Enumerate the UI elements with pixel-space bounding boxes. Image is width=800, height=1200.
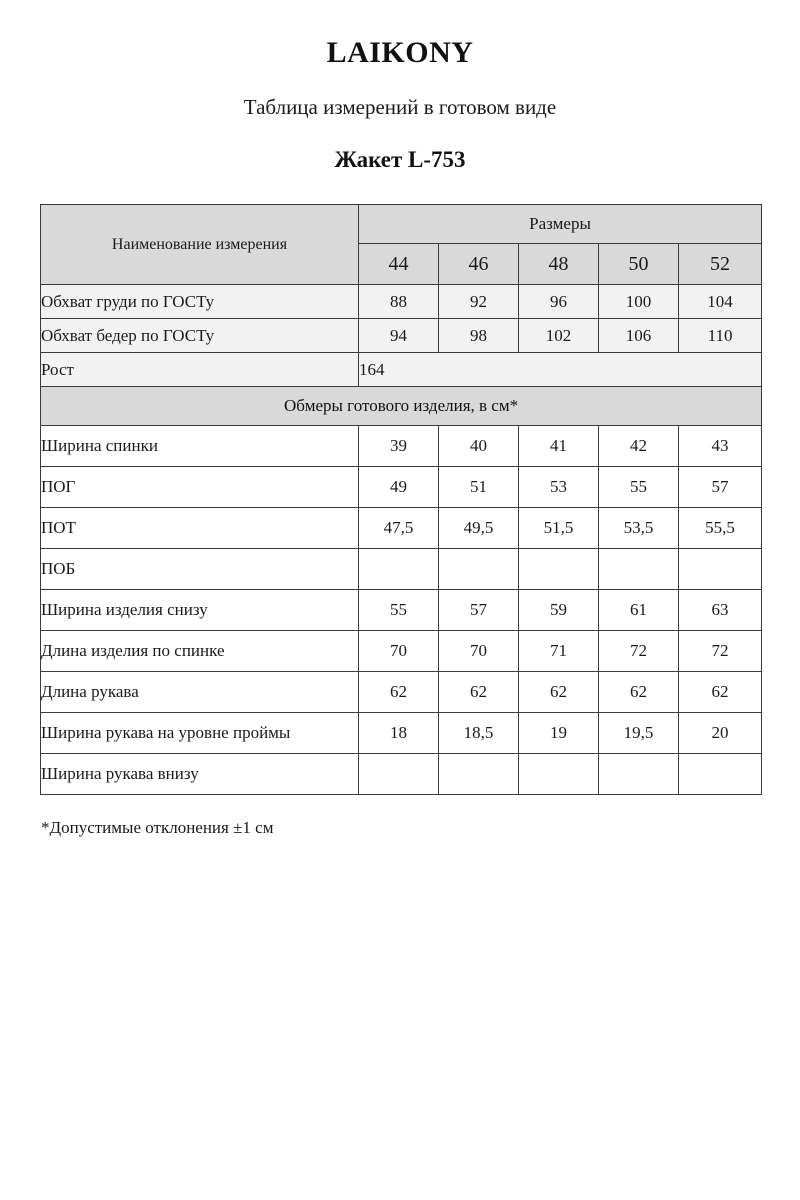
- table-row: [41, 285, 762, 319]
- row-value: 72: [679, 631, 762, 672]
- row-value: 94: [359, 319, 439, 353]
- table-row: [41, 713, 762, 754]
- header-cell-measurement-name: Наименование измерения: [41, 205, 359, 285]
- row-value: 55: [599, 467, 679, 508]
- row-value: 57: [439, 590, 519, 631]
- row-value: 71: [519, 631, 599, 672]
- row-label: Ширина изделия снизу: [41, 590, 359, 631]
- row-label: ПОБ: [41, 549, 359, 590]
- document-subtitle: Таблица измерений в готовом виде: [243, 95, 557, 119]
- table-row: [41, 467, 762, 508]
- header-cell-size-48: 48: [519, 244, 599, 285]
- table-row: [41, 754, 762, 795]
- row-value: [439, 549, 519, 590]
- row-value: 106: [599, 319, 679, 353]
- row-value: 62: [519, 672, 599, 713]
- table-section-header: [41, 387, 762, 426]
- row-value: 19,5: [599, 713, 679, 754]
- row-value: 18: [359, 713, 439, 754]
- row-value: 49,5: [439, 508, 519, 549]
- row-value: 18,5: [439, 713, 519, 754]
- header-cell-size-50: 50: [599, 244, 679, 285]
- table-row: [41, 672, 762, 713]
- table-row: [41, 590, 762, 631]
- row-label: Ширина рукава внизу: [41, 754, 359, 795]
- row-value: [359, 754, 439, 795]
- measurements-table-wrapper: [40, 204, 761, 795]
- table-row-height: [41, 353, 762, 387]
- row-value: 51: [439, 467, 519, 508]
- row-value: 19: [519, 713, 599, 754]
- table-row: [41, 631, 762, 672]
- measurements-table: [40, 204, 762, 795]
- row-value: [679, 549, 762, 590]
- row-value: 96: [519, 285, 599, 319]
- page-title: Жакет L-753: [334, 147, 466, 172]
- row-label: Длина рукава: [41, 672, 359, 713]
- row-label: Ширина спинки: [41, 426, 359, 467]
- row-value: 39: [359, 426, 439, 467]
- row-value: 43: [679, 426, 762, 467]
- footnote-tolerance: *Допустимые отклонения ±1 см: [41, 818, 274, 837]
- row-value: 62: [599, 672, 679, 713]
- row-value: 59: [519, 590, 599, 631]
- row-value: 53,5: [599, 508, 679, 549]
- row-value: 55: [359, 590, 439, 631]
- row-value: 42: [599, 426, 679, 467]
- row-value: 88: [359, 285, 439, 319]
- row-value: 51,5: [519, 508, 599, 549]
- row-label: Ширина рукава на уровне проймы: [41, 713, 359, 754]
- table-row: [41, 319, 762, 353]
- row-value-height: 164: [359, 353, 762, 387]
- row-value: 70: [359, 631, 439, 672]
- row-value: [359, 549, 439, 590]
- header-cell-size-46: 46: [439, 244, 519, 285]
- brand-logo: LAIKONY: [326, 36, 474, 69]
- section-header-label: Обмеры готового изделия, в см*: [41, 387, 762, 426]
- row-label: Обхват бедер по ГОСТу: [41, 319, 359, 353]
- row-value: 70: [439, 631, 519, 672]
- row-value: 62: [359, 672, 439, 713]
- row-value: [519, 754, 599, 795]
- row-value: 62: [679, 672, 762, 713]
- row-value: [439, 754, 519, 795]
- row-value: 100: [599, 285, 679, 319]
- row-label: Длина изделия по спинке: [41, 631, 359, 672]
- header-cell-sizes-group: Размеры: [359, 205, 762, 244]
- row-value: 55,5: [679, 508, 762, 549]
- header-cell-size-52: 52: [679, 244, 762, 285]
- row-value: 41: [519, 426, 599, 467]
- row-value: 61: [599, 590, 679, 631]
- row-value: 40: [439, 426, 519, 467]
- row-value: 47,5: [359, 508, 439, 549]
- row-value: 63: [679, 590, 762, 631]
- table-header-row-group: [41, 205, 762, 244]
- row-value: 57: [679, 467, 762, 508]
- row-value: 72: [599, 631, 679, 672]
- row-value: 110: [679, 319, 762, 353]
- row-label: Обхват груди по ГОСТу: [41, 285, 359, 319]
- row-value: 104: [679, 285, 762, 319]
- row-value: 53: [519, 467, 599, 508]
- row-label: ПОТ: [41, 508, 359, 549]
- table-row: [41, 426, 762, 467]
- row-value: 102: [519, 319, 599, 353]
- row-value: 98: [439, 319, 519, 353]
- row-value: 92: [439, 285, 519, 319]
- header-cell-size-44: 44: [359, 244, 439, 285]
- row-label: Рост: [41, 353, 359, 387]
- table-row: [41, 549, 762, 590]
- row-label: ПОГ: [41, 467, 359, 508]
- row-value: 49: [359, 467, 439, 508]
- row-value: [599, 754, 679, 795]
- table-row: [41, 508, 762, 549]
- row-value: 62: [439, 672, 519, 713]
- row-value: [519, 549, 599, 590]
- row-value: [599, 549, 679, 590]
- row-value: 20: [679, 713, 762, 754]
- row-value: [679, 754, 762, 795]
